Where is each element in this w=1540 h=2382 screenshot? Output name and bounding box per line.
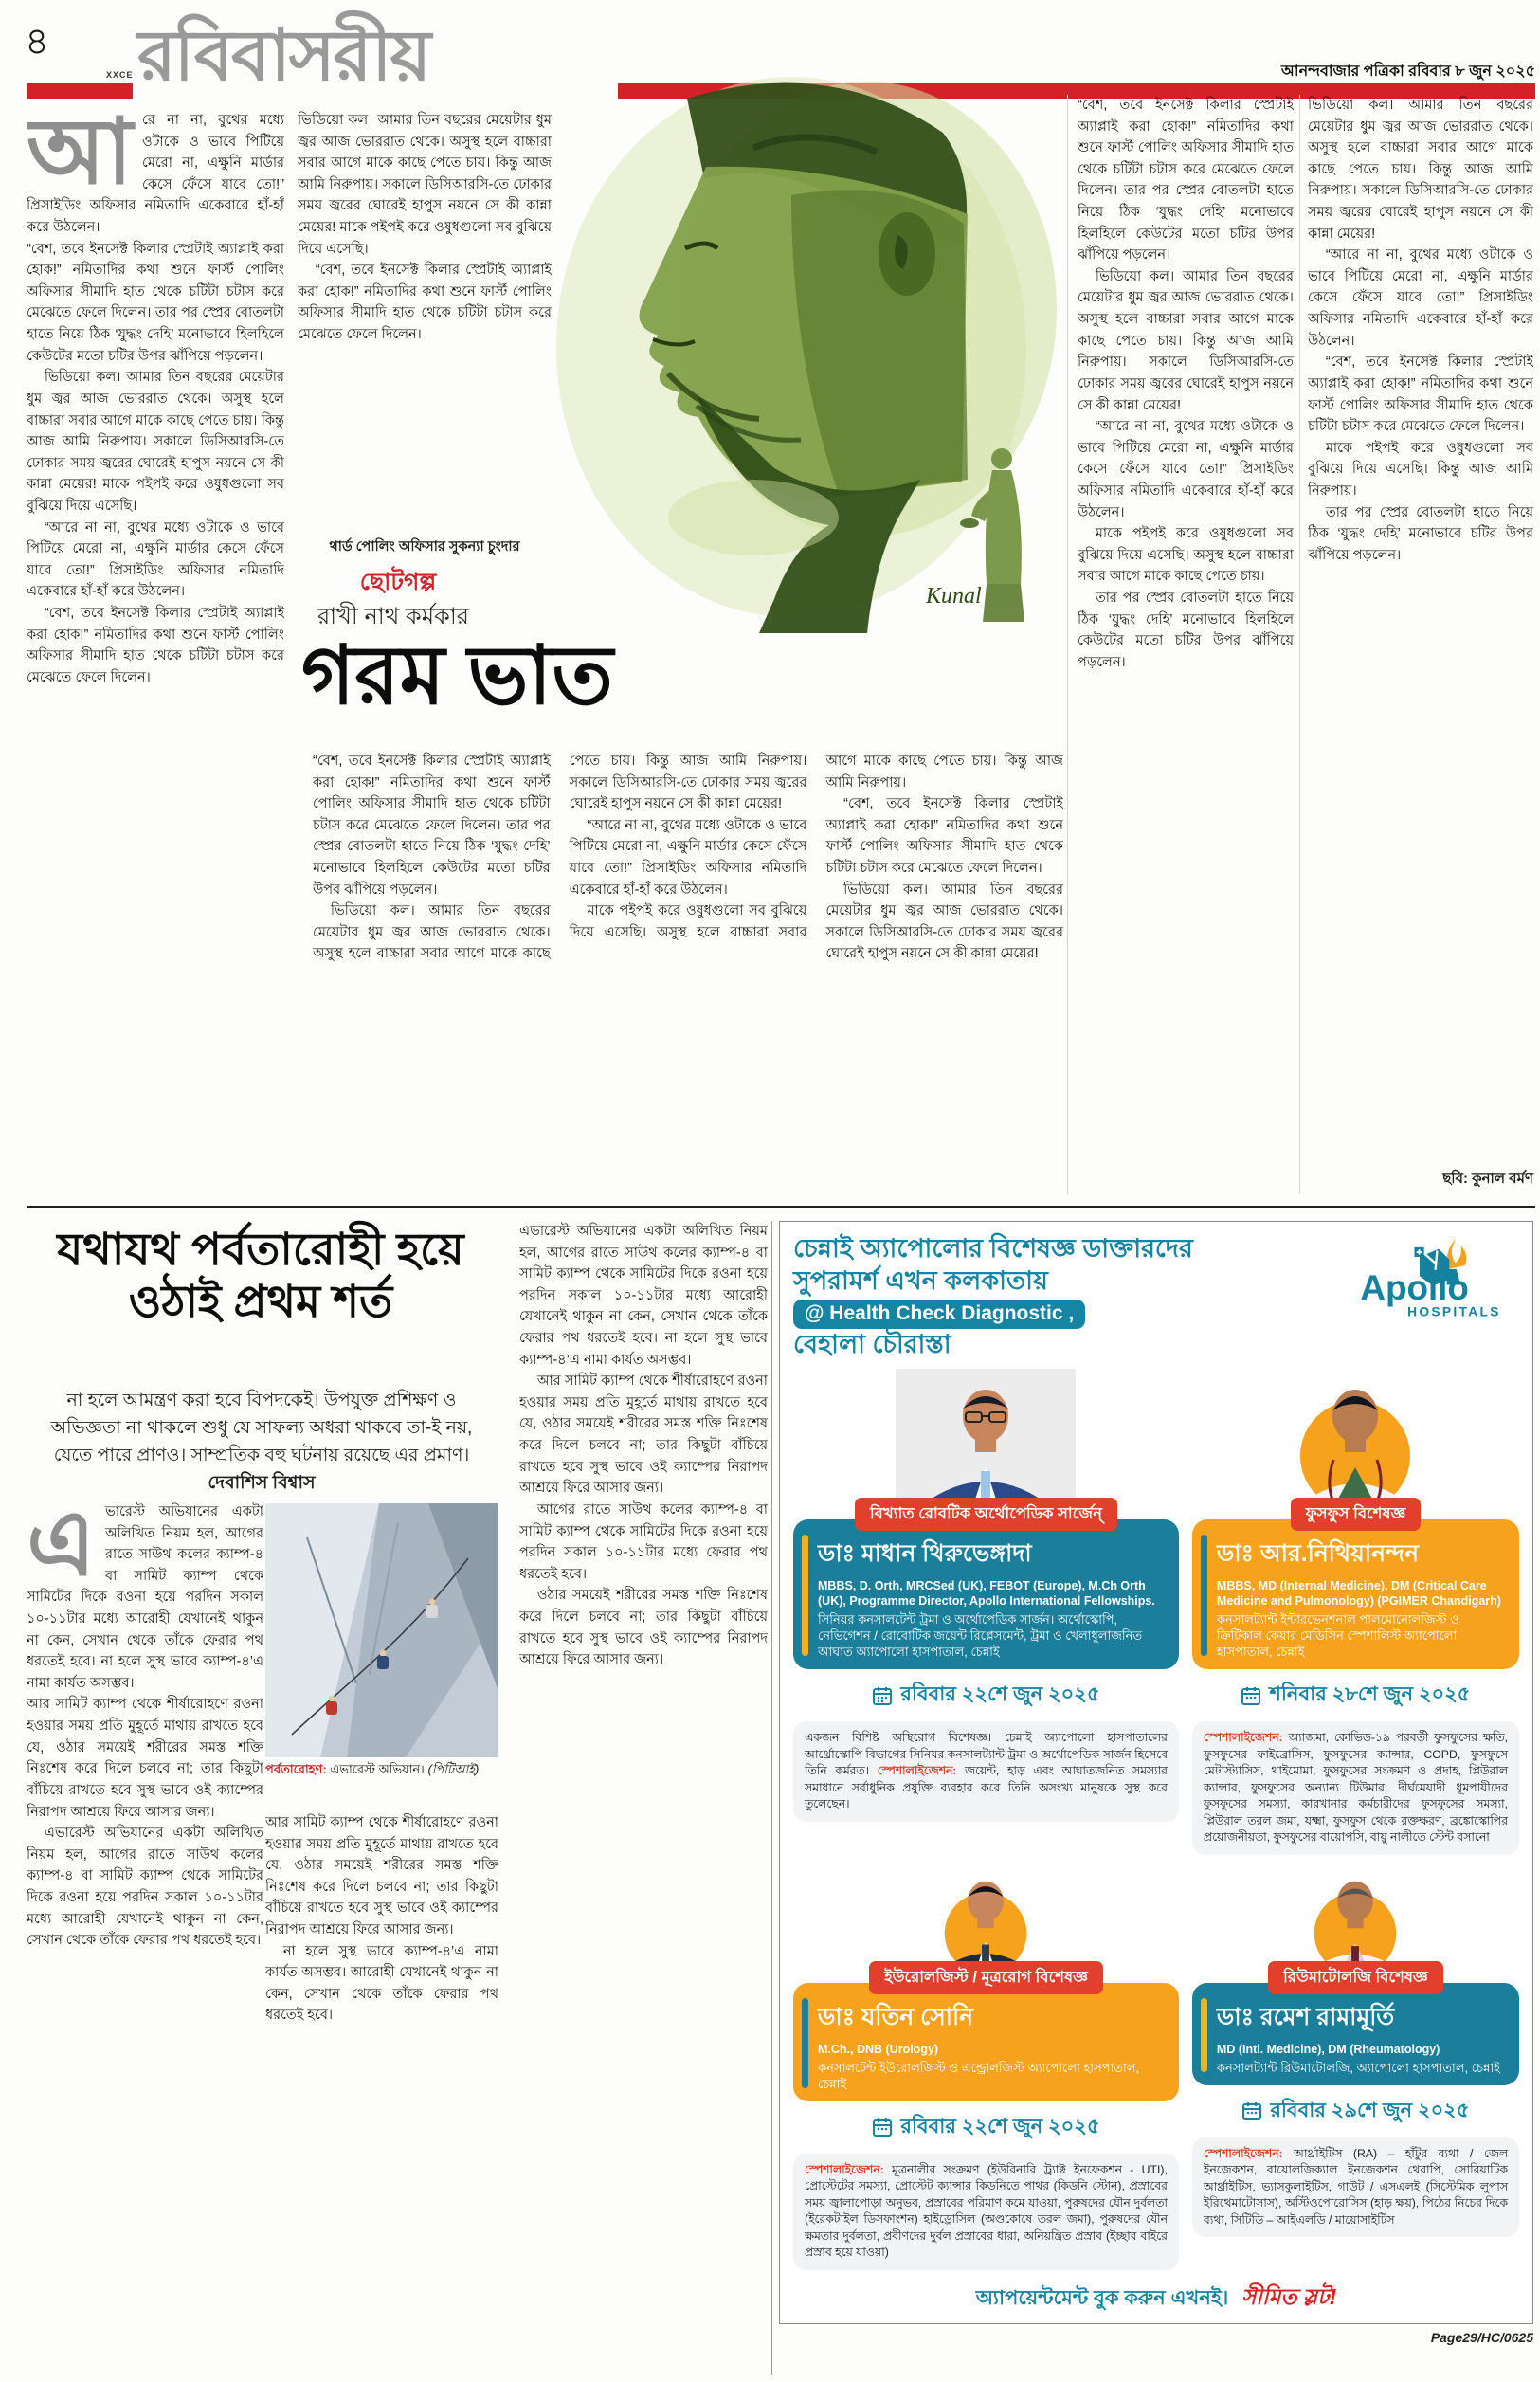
story-column-2 — [298, 110, 552, 533]
article-column-1-text — [27, 1694, 263, 1951]
paragraph: আর সামিট ক্যাম্প থেকে শীর্ষারোহণে রওনা হওয়ার সময় প্রতি মুহূর্তে মাথায় রাখতে হবে যে, ওঠার সময়েই শরীরের সমস্ত শক্তি নিঃশেষ করে দিলে চলবে না; তার কিছুটা বাঁচিয়ে রাখতে হবে সুস্থ ভাবে ওই ক্যাম্পের নিরাপদ আশ্রয়ে ফিরে আসার জন্য। — [519, 1373, 768, 1497]
paragraph: তার পর স্প্রের বোতলটা হাতে নিয়ে ঠিক ‘যুদ্ধং দেহি’ মনোভাবে হিলহিলে কেউটের মতো চটির উপর ঝাঁপিয়ে পড়লেন। — [1078, 591, 1294, 670]
doctor-credentials-bn: কনসালট্যান্ট রিউমাটোলজি, অ্যাপোলো হাসপাতাল, চেন্নাই — [1216, 2060, 1500, 2075]
paragraph: “বেশ, তবে ইনসেক্ট কিলার স্প্রেটাই অ্যাপ্লাই করা হোক!” নমিতাদির কথা শুনে ফার্স্ট পোলিং অফিসার সীমাদি হাত থেকে চটিটা চটাস করে মেঝেতে ফেলে দিলেন। তার পর স্প্রের বোতলটা হাতে নিয়ে ঠিক ‘যুদ্ধং দেহি’ মনোভাবে হিলহিলে কেউটের মতো চটির উপর ঝাঁপিয়ে পড়লেন। — [27, 241, 284, 364]
paragraph: “বেশ, তবে ইনসেক্ট কিলার স্প্রেটাই অ্যাপ্লাই করা হোক!” নমিতাদির কথা শুনে ফার্স্ট পোলিং অফিসার সীমাদি হাত থেকে চটিটা চটাস করে মেঝেতে ফেলে দিলেন। তার পর স্প্রের বোতলটা হাতে নিয়ে ঠিক ‘যুদ্ধং দেহি’ মনোভাবে হিলহিলে কেউটের মতো চটির উপর ঝাঁপিয়ে পড়লেন। — [313, 754, 551, 898]
article-headline: যথাযথ পর্বতারোহী হয়ে ওঠাই প্রথম শর্ত — [57, 1224, 464, 1327]
story-title: গরম ভাত — [301, 630, 613, 721]
paragraph: আর সামিট ক্যাম্প থেকে শীর্ষারোহণে রওনা হওয়ার সময় প্রতি মুহূর্তে মাথায় রাখতে হবে যে, ওঠার সময়েই শরীরের সমস্ত শক্তি নিঃশেষ করে দিলে চলবে না; তার কিছুটা বাঁচিয়ে রাখতে হবে সুস্থ ভাবে ওই ক্যাম্পের নিরাপদ আশ্রয়ে ফিরে আসার জন্য। — [27, 1697, 263, 1820]
section-divider — [27, 1206, 1535, 1208]
doctor-info-box — [793, 1519, 1179, 1669]
doctor-portrait — [1265, 1369, 1445, 1511]
watercolor-portrait-illustration — [554, 72, 1066, 633]
paragraph: আর সামিট ক্যাম্প থেকে শীর্ষারোহণে রওনা হওয়ার সময় প্রতি মুহূর্তে মাথায় রাখতে হবে যে, ওঠার সময়েই শরীরের সমস্ত শক্তি নিঃশেষ করে দিলে চলবে না; তার কিছুটা বাঁচিয়ে রাখতে হবে সুস্থ ভাবে ওই ক্যাম্পের নিরাপদ আশ্রয়ে ফিরে আসার জন্য। — [265, 1815, 498, 1938]
story-bottom-columns — [313, 751, 1063, 1194]
masthead-bar-left — [27, 83, 133, 99]
doctor-card-rheumatology — [1192, 1863, 1519, 2270]
paragraph: “আরে না না, বুথের মধ্যে ওটাকে ও ভাবে পিটিয়ে মেরো না, এক্ষুনি মার্ডার কেসে ফেঁসে যাবে তো!” প্রিসাইডিং অফিসার নমিতাদি একেবারে হাঁ-হাঁ করে উঠলেন। — [1308, 247, 1533, 349]
ad-headline: চেন্নাই অ্যাপোলোর বিশেষজ্ঞ ডাক্তারদের সুপরামর্শ এখন কলকাতায় @ Health Check Diagnostic , বেহালা চৌরাস্তা — [793, 1234, 1193, 1359]
health-check-pill: @ Health Check Diagnostic , — [793, 1300, 1085, 1328]
story-genre-label: ছোটগল্প — [359, 569, 437, 595]
photo-caption: পর্বতারোহণ: এভারেস্ট অভিযান। (পিটিআই) — [265, 1762, 480, 1776]
snow-climb-photo — [265, 1503, 498, 1757]
column-rule — [1299, 95, 1300, 1194]
article-opening-paragraph: এভারেস্ট অভিযানের একটা অলিখিত নিয়ম হল, আগের রাতে সাউথ কলের ক্যাম্প-৪ বা সামিট ক্যাম্প থেকে সামিটের দিকে রওনা হয়ে পরদিন সকাল ১০-১১টার মধ্যে আরোহী যেখানেই থাকুন না কেন, সেখান থেকে তাঁকে ফেরার পথ ধরতেই হবে। না হলে সুস্থ ভাবে ক্যাম্প-৪’এ নামা কার্যত অসম্ভব। — [27, 1501, 263, 1691]
doctor-cards-row-1 — [793, 1369, 1519, 1855]
column-rule — [1067, 95, 1068, 1194]
doctor-photo — [793, 1369, 1179, 1511]
book-appointment-line: অ্যাপয়েন্টমেন্ট বুক করুন এখনই। সীমিত স্লট! — [975, 2283, 1337, 2309]
paragraph: এভারেস্ট অভিযানের একটা অলিখিত নিয়ম হল, আগের রাতে সাউথ কলের ক্যাম্প-৪ বা সামিট ক্যাম্প থেকে সামিটের দিকে রওনা হয়ে পরদিন সকাল ১০-১১টার মধ্যে আরোহী যেখানেই থাকুন না কেন, সেখান থেকে তাঁকে ফেরার পথ ধরতেই হবে। না হলে সুস্থ ভাবে ক্যাম্প-৪’এ নামা কার্যত অসম্ভব। — [519, 1224, 768, 1368]
page-number: ৪ — [25, 21, 49, 63]
article-author: দেবাশিস বিশ্বাস — [208, 1472, 316, 1493]
article-dropcap: এ — [27, 1501, 97, 1594]
article-ad-divider — [771, 1221, 772, 2375]
paragraph: ওঠার সময়েই শরীরের সমস্ত শক্তি নিঃশেষ করে দিলে চলবে না; তার কিছুটা বাঁচিয়ে রাখতে হবে সুস্থ ভাবে ওই ক্যাম্পের নিরাপদ আশ্রয়ে ফিরে আসার জন্য। — [519, 1588, 768, 1668]
paragraph: এভারেস্ট অভিযানের একটা অলিখিত নিয়ম হল, আগের রাতে সাউথ কলের ক্যাম্প-৪ বা সামিট ক্যাম্প থেকে সামিটের দিকে রওনা হয়ে পরদিন সকাল ১০-১১টার মধ্যে আরোহী যেখানেই থাকুন না কেন, সেখান থেকে তাঁকে ফেরার পথ ধরতেই হবে। — [27, 1826, 263, 1949]
paragraph: মাকে পইপই করে ওষুধগুলো সব বুঝিয়ে দিয়ে এসেছি। কিন্তু আজ আমি নিরুপায়। — [1308, 440, 1533, 499]
article-column-1 — [27, 1501, 263, 2370]
accent-bar — [802, 1535, 808, 1656]
story-column-4 — [1308, 95, 1533, 1143]
article-column-3 — [519, 1221, 768, 2370]
paragraph: “বেশ, তবে ইনসেক্ট কিলার স্প্রেটাই অ্যাপ্লাই করা হোক!” নমিতাদির কথা শুনে ফার্স্ট পোলিং অফিসার সীমাদি হাত থেকে চটিটা চটাস করে মেঝেতে ফেলে দিলেন। — [825, 796, 1063, 877]
doctor-cards-row-2 — [793, 1863, 1519, 2270]
story-column-1 — [27, 110, 284, 1196]
paragraph: “আরে না না, বুথের মধ্যে ওটাকে ও ভাবে পিটিয়ে মেরো না, এক্ষুনি মার্ডার কেসে ফেঁসে যাবে তো!” প্রিসাইডিং অফিসার নমিতাদি একেবারে হাঁ-হাঁ করে উঠলেন। — [27, 519, 284, 600]
paragraph: “বেশ, তবে ইনসেক্ট কিলার স্প্রেটাই অ্যাপ্লাই করা হোক!” নমিতাদির কথা শুনে ফার্স্ট পোলিং অফিসার সীমাদি হাত থেকে চটিটা চটাস করে মেঝেতে ফেলে দিলেন। তার পর স্প্রের বোতলটা হাতে নিয়ে ঠিক ‘যুদ্ধং দেহি’ মনোভাবে হিলহিলে কেউটের মতো চটির উপর ঝাঁপিয়ে পড়লেন। — [1078, 98, 1294, 264]
doctor-photo — [1192, 1863, 1519, 1974]
apollo-advert — [779, 1221, 1533, 2324]
paragraph: ভিডিয়ো কল। আমার তিন বছরের মেয়েটার ধুম জ্বর আজ ভোররাত থেকে। অসুস্থ হলে বাচ্চারা সবার আগে মাকে কাছে পেতে চায়। কিন্তু আজ আমি নিরুপায়। সকালে ডিসিআরসি-তে ঢোকার সময় জ্বরের ঘোরেই হাপুস নয়নে সে কী কান্না মেয়ের! — [313, 754, 807, 962]
doctor-specialization: স্পেশালাইজেশন: অ্যাজমা, কোভিড-১৯ পরবর্তী ফুসফুসের ক্ষতি, ফুসফুসের ফাইব্রোসিস, ফুসফুসের ক্যান্সার, COPD, ফুসফুসে মেটাস্ট্যাসিস, থাইমোমা, ফুসফুসের সংক্রমণ ও প্রদাহ, প্লিউরাল ক্যান্সার, ফুসফুসের অন্যান্য টিউমার, দীর্ঘমেয়াদী ধূমপায়ীদের ফুসফুসের সমস্যা, কারখানার কর্মচারীদের ফুসফুসের সমস্যা, প্লিউরাল তরল জমা, যক্ষ্মা, ফুসফুস থেকে রক্তক্ষরণ, ব্রঙ্কোস্কোপির প্রয়োজনীয়তা, ফুসফুসের বায়োপসি, বায়ু নালীতে স্টেন্ট বসানো — [1192, 1721, 1519, 1854]
doctor-photo — [1192, 1369, 1519, 1511]
dateline: আনন্দবাজার পত্রিকা রবিবার ৮ জুন ২০২৫ — [1280, 64, 1535, 80]
edition-mark: XXCE — [106, 70, 134, 80]
visit-date: রবিবার ২২শে জুন ২০২৫ — [859, 1675, 1113, 1716]
doctor-name: ডাঃ যতিন সোনি — [818, 2003, 974, 2030]
specialty-badge: ফুসফুস বিশেষজ্ঞ — [1291, 1498, 1422, 1531]
calendar-icon — [1241, 1685, 1261, 1706]
paragraph: ভিডিয়ো কল। আমার তিন বছরের মেয়েটার ধুম জ্বর আজ ভোররাত থেকে। অসুস্থ হলে বাচ্চারা সবার আগে মাকে কাছে পেতে চায়। কিন্তু আজ আমি নিরুপায়। সকালে ডিসিআরসি-তে ঢোকার সময় জ্বরের ঘোরেই হাপুস নয়নে সে কী কান্না মেয়ের! মাকে পইপই করে ওষুধগুলো সব বুঝিয়ে দিয়ে এসেছি। — [27, 370, 284, 514]
visit-date: শনিবার ২৮শে জুন ২০২৫ — [1227, 1675, 1483, 1716]
paragraph: আগের রাতে সাউথ কলের ক্যাম্প-৪ বা সামিট ক্যাম্প থেকে সামিটের দিকে রওনা হয়ে পরদিন সকাল ১০-১১টার মধ্যে ফেরার পথ ধরতেই হবে। — [519, 1501, 768, 1582]
paragraph: ভিডিয়ো কল। আমার তিন বছরের মেয়েটার ধুম জ্বর আজ ভোররাত থেকে। অসুস্থ হলে বাচ্চারা সবার আগে মাকে কাছে পেতে চায়। কিন্তু আজ আমি নিরুপায়। সকালে ডিসিআরসি-তে ঢোকার সময় জ্বরের ঘোরেই হাপুস নয়নে সে কী কান্না মেয়ের! — [1078, 268, 1294, 413]
doctor-name: ডাঃ মাধান থিরুভেঙ্গাদা — [818, 1540, 1032, 1567]
doctor-credentials-bn: কনসালটেন্ট ইউরোলজিস্ট ও এন্ড্রোলজিস্ট অ্যাপোলো হাসপাতাল, চেন্নাই — [818, 2060, 1140, 2091]
specialty-badge: বিখ্যাত রোবটিক অর্থোপেডিক সার্জেন্ — [855, 1498, 1117, 1531]
paragraph: মাকে পইপই করে ওষুধগুলো সব বুঝিয়ে দিয়ে এসেছি। অসুস্থ হলে বাচ্চারা সবার আগে মাকে কাছে পেতে চায়। কিন্তু আজ আমি নিরুপায়। — [569, 754, 1063, 940]
doctor-card-urology — [793, 1863, 1179, 2270]
specialty-badge: রিউমাটোলজি বিশেষজ্ঞ — [1268, 1961, 1443, 1994]
apollo-hospitals-logo — [1353, 1233, 1519, 1324]
doctor-card-orthopedic — [793, 1369, 1179, 1855]
paragraph: “বেশ, তবে ইনসেক্ট কিলার স্প্রেটাই অ্যাপ্লাই করা হোক!” নমিতাদির কথা শুনে ফার্স্ট পোলিং অফিসার সীমাদি হাত থেকে চটিটা চটাস করে মেঝেতে ফেলে দিলেন। — [1308, 355, 1533, 435]
story-attribution-line: থার্ড পোলিং অফিসার সুকন্যা চুংদার — [329, 539, 520, 555]
doctor-name: ডাঃ আর.নিথিয়ানন্দন — [1216, 1540, 1420, 1567]
story-dropcap: আ — [27, 110, 133, 203]
paragraph: “আরে না না, বুথের মধ্যে ওটাকে ও ভাবে পিটিয়ে মেরো না, এক্ষুনি মার্ডার কেসে ফেঁসে যাবে তো!” প্রিসাইডিং অফিসার নমিতাদি একেবারে হাঁ-হাঁ করে উঠলেন। — [569, 817, 807, 898]
doctor-description: একজন বিশিষ্ট অস্থিরোগ বিশেষজ্ঞ। চেন্নাই অ্যাপোলো হাসপাতালের আর্থ্রোস্কোপি বিভাগের সিনিয়র কনসালট্যান্ট ট্রমা ও অর্থোপেডিক সার্জন হিসেবে তিনি কর্মরত। স্পেশালাইজেশন: জয়েন্ট, হাড় এবং আঘাতজনিত সমস্যার সমাধানে সর্বাধুনিক প্রযুক্তি ব্যবহার করে তিনি অসংখ্য মানুষকে সুস্থ করে তুলেছেন। — [793, 1721, 1179, 1821]
paragraph: না হলে সুস্থ ভাবে ক্যাম্প-৪’এ নামা কার্যত অসম্ভব। আরোহী যেখানেই থাকুন না কেন, সেখান থেকে তাঁকে ফেরার পথ ধরতেই হবে। — [265, 1943, 498, 2024]
calendar-icon — [872, 2117, 893, 2137]
ad-page-code: Page29/HC/0625 — [1430, 2330, 1533, 2345]
accent-bar — [802, 1998, 808, 2088]
svg-text:Apollo: Apollo — [1360, 1268, 1469, 1308]
doctor-credentials-en: M.Ch., DNB (Urology) — [818, 2042, 939, 2056]
doctor-photo — [793, 1863, 1179, 1974]
story-illustration — [554, 72, 1066, 633]
story-column-3 — [1078, 95, 1294, 1185]
doctor-credentials-bn: সিনিয়র কনসালটেন্ট ট্রমা ও অর্থোপেডিক সার্জন। অর্থোস্কোপি, নেভিগেশন / রোবোটিক জয়েন্ট রিপ্লেসমেন্ট, ট্রমা ও খেলাধুলাজনিত আঘাত অ্যাপোলো হাসপাতাল, চেন্নাই — [818, 1612, 1143, 1660]
story-author: রাখী নাথ কর্মকার — [317, 604, 470, 629]
doctor-portrait — [1275, 1863, 1436, 1974]
doctor-specialization: স্পেশালাইজেশন: আর্থ্রাইটিস (RA) – হাঁটুর ব্যথা / জেল ইনজেকশন, বায়োলজিক্যাল ইনজেকশন থেরাপি, সোরিয়াটিক আর্থ্রাইটিস, ভ্যাসকুলাইটিস, গাউট / এসএলই (সিস্টেমিক লুপাস ইরিথেমাটোসাস), অস্টিওপোরোসিস (হাড় ক্ষয়), পিঠের নিচের দিকে ব্যথা, সিটিডি – আইএলডি / মায়োসাইটিস — [1192, 2137, 1519, 2237]
specialty-badge: ইউরোলজিস্ট / মূত্ররোগ বিশেষজ্ঞ — [869, 1961, 1103, 1994]
illustrator-signature: Kunal — [926, 584, 982, 609]
doctor-name: ডাঃ রমেশ রামামূর্তি — [1216, 2003, 1395, 2030]
limited-slots: সীমিত স্লট! — [1241, 2283, 1337, 2309]
paragraph: “বেশ, তবে ইনসেক্ট কিলার স্প্রেটাই অ্যাপ্লাই করা হোক!” নমিতাদির কথা শুনে ফার্স্ট পোলিং অফিসার সীমাদি হাত থেকে চটিটা চটাস করে মেঝেতে ফেলে দিলেন। — [298, 263, 552, 343]
doctor-info-box — [1192, 1519, 1519, 1669]
doctor-portrait — [905, 1863, 1066, 1974]
doctor-portrait — [896, 1369, 1076, 1511]
ad-header — [793, 1233, 1519, 1361]
mountaineering-article — [27, 1221, 770, 2375]
everest-photo — [265, 1503, 498, 1757]
story-column-1-text — [27, 239, 284, 689]
paragraph: “বেশ, তবে ইনসেক্ট কিলার স্প্রেটাই অ্যাপ্লাই করা হোক!” নমিতাদির কথা শুনে ফার্স্ট পোলিং অফিসার সীমাদি হাত থেকে চটিটা চটাস করে মেঝেতে ফেলে দিলেন। — [27, 606, 284, 685]
doctor-credentials-en: MBBS, MD (Internal Medicine), DM (Critical Care Medicine and Pulmonology) (PGIMER Chandigarh) — [1216, 1579, 1501, 1608]
accent-bar — [1201, 1535, 1207, 1656]
article-column-2 — [265, 1812, 498, 2370]
visit-date: রবিবার ২২শে জুন ২০২৫ — [859, 2107, 1113, 2148]
doctor-info-box — [793, 1983, 1179, 2101]
calendar-icon — [872, 1685, 893, 1706]
paragraph: ভিডিয়ো কল। আমার তিন বছরের মেয়েটার ধুম জ্বর আজ ভোররাত থেকে। সকালে ডিসিআরসি-তে ঢোকার সময় জ্বরের ঘোরেই হাপুস নয়নে সে কী কান্না মেয়ের! — [825, 882, 1063, 962]
doctor-credentials-en: MBBS, D. Orth, MRCSed (UK), FEBOT (Europe), M.Ch Orth (UK), Programme Director, Apollo International Fellowships. — [818, 1579, 1155, 1608]
article-standfirst: না হলে আমন্ত্রণ করা হবে বিপদকেই। উপযুক্ত প্রশিক্ষণ ও অভিজ্ঞতা না থাকলে শুধু যে সাফল্য অধরা থাকবে তা-ই নয়, যেতে পারে প্রাণও। সাম্প্রতিক বহু ঘটনায় রয়েছে এর প্রমাণ। দেবাশিস বিশ্বাস — [50, 1391, 473, 1493]
paragraph: ভিডিয়ো কল। আমার তিন বছরের মেয়েটার ধুম জ্বর আজ ভোররাত থেকে। অসুস্থ হলে বাচ্চারা সবার আগে মাকে কাছে পেতে চায়। কিন্তু আজ আমি নিরুপায়। সকালে ডিসিআরসি-তে ঢোকার সময় জ্বরের ঘোরেই হাপুস নয়নে সে কী কান্না মেয়ের! — [1308, 98, 1533, 242]
doctor-info-box — [1192, 1983, 1519, 2085]
paragraph: মাকে পইপই করে ওষুধগুলো সব বুঝিয়ে দিয়ে এসেছি। অসুস্থ হলে বাচ্চারা সবার আগে মাকে কাছে পেতে চায়। — [1078, 526, 1294, 585]
illustration-credit: ছবি: কুনাল বর্মণ — [1442, 1171, 1533, 1187]
paragraph: তার পর স্প্রের বোতলটা হাতে নিয়ে ঠিক ‘যুদ্ধং দেহি’ মনোভাবে চটির উপর ঝাঁপিয়ে পড়লেন। — [1308, 504, 1533, 563]
story-opening-paragraph: আরে না না, বুথের মধ্যে ওটাকে ও ভাবে পিটিয়ে মেরো না, এক্ষুনি মার্ডার কেসে ফেঁসে যাবে তো!” প্রিসাইডিং অফিসার নমিতাদি একেবারে হাঁ-হাঁ করে উঠলেন। — [27, 110, 284, 236]
doctor-card-pulmonology — [1192, 1369, 1519, 1855]
doctor-specialization: স্পেশালাইজেশন: মূত্রনালীর সংক্রমণ (ইউরিনারি ট্র্যাক্ট ইনফেকশন - UTI), প্রোস্টেটের সমস্যা, প্রোস্টেট ক্যান্সার কিডনিতে পাথর (কিডনি স্টোন), প্রস্রাবের সময় জ্বালাপোড়া অনুভব, প্রস্রাবের পরিমাণ কমে যাওয়া, পুরুষদের যৌন দুর্বলতা (ইরেকটাইল ডিসফাংশন) হাইড্রোসিল (অণ্ডকোষে তরল জমা), পুরুষদের যৌন ক্ষমতার দুর্বলতা, প্রবীণদের দুর্বল প্রস্রাবের ধারা, অনিয়ন্ত্রিত প্রস্রাব (ইচ্ছার বাইরে প্রস্রাব হয়ে যাওয়া) — [793, 2154, 1179, 2270]
doctor-credentials-bn: কনসালট্যান্ট ইন্টারভেনশনাল পালমোনোলজিস্ট ও ক্রিটিকাল কেয়ার মেডিসিন স্পেশালিস্ট অ্যাপোলো হাসপাতাল, চেন্নাই — [1216, 1612, 1459, 1660]
accent-bar — [1201, 1998, 1207, 2072]
svg-text:HOSPITALS: HOSPITALS — [1407, 1303, 1501, 1319]
masthead: রবিবাসরীয় — [137, 16, 430, 95]
paragraph: ভিডিয়ো কল। আমার তিন বছরের মেয়েটার ধুম জ্বর আজ ভোররাত থেকে। অসুস্থ হলে বাচ্চারা সবার আগে মাকে কাছে পেতে চায়। কিন্তু আজ আমি নিরুপায়। সকালে ডিসিআরসি-তে ঢোকার সময় জ্বরের ঘোরেই হাপুস নয়নে সে কী কান্না মেয়ের! মাকে পইপই করে ওষুধগুলো সব বুঝিয়ে দিয়ে এসেছি। — [298, 113, 552, 257]
visit-date: রবিবার ২৯শে জুন ২০২৫ — [1228, 2091, 1482, 2132]
paragraph: “আরে না না, বুথের মধ্যে ওটাকে ও ভাবে পিটিয়ে মেরো না, এক্ষুনি মার্ডার কেসে ফেঁসে যাবে তো!” প্রিসাইডিং অফিসার নমিতাদি একেবারে হাঁ-হাঁ করে উঠলেন। — [1078, 419, 1294, 520]
doctor-credentials-en: MD (Intl. Medicine), DM (Rheumatology) — [1216, 2042, 1440, 2056]
calendar-icon — [1241, 2100, 1262, 2121]
